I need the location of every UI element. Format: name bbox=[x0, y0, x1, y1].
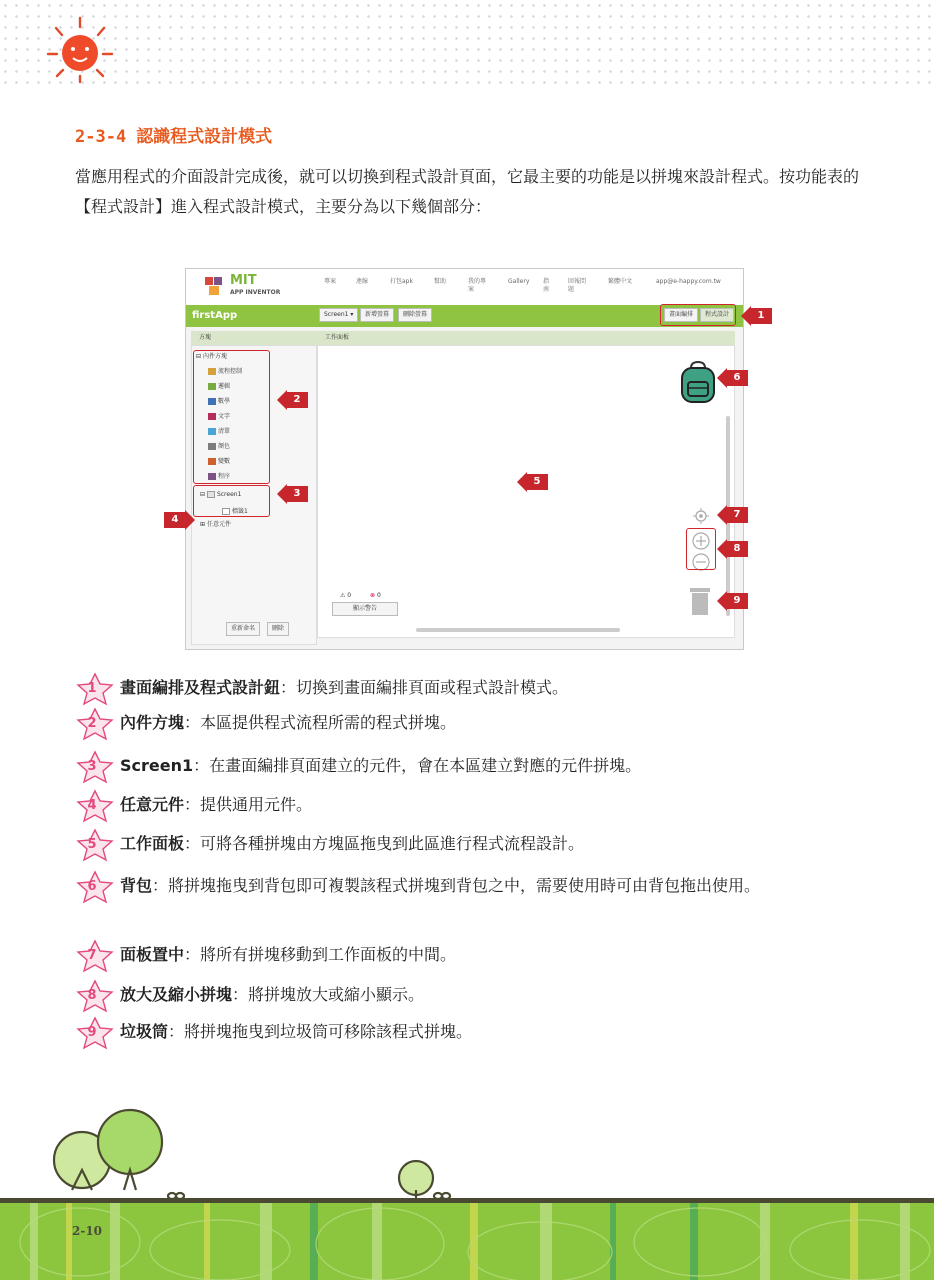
menu-account[interactable]: app@e-happy.com.tw bbox=[656, 278, 721, 285]
add-screen-button[interactable]: 新增螢幕 bbox=[360, 308, 394, 322]
legend-item bbox=[75, 939, 855, 973]
menu-gallery[interactable]: Gallery bbox=[508, 278, 530, 285]
legend-item bbox=[75, 750, 855, 784]
rename-button[interactable]: 重新命名 bbox=[226, 622, 260, 636]
legend-item bbox=[75, 789, 855, 823]
menu-my-projects[interactable]: 我的專案 bbox=[468, 278, 487, 293]
menu-guide[interactable]: 指南 bbox=[543, 278, 550, 293]
horizontal-scrollbar[interactable] bbox=[416, 628, 620, 632]
backpack-icon[interactable] bbox=[679, 360, 717, 404]
logic-label: 邏輯 bbox=[218, 383, 231, 390]
blocks-button[interactable]: 程式設計 bbox=[700, 308, 734, 322]
remove-screen-button[interactable]: 刪除螢幕 bbox=[398, 308, 432, 322]
legend-term: 工作面板 bbox=[120, 834, 185, 853]
callout-2: 2 bbox=[286, 392, 308, 408]
highlight-box-3 bbox=[193, 485, 270, 517]
legend-term: Screen1 bbox=[120, 756, 194, 775]
menu-project[interactable]: 專案 bbox=[324, 278, 337, 285]
legend-number: 6 bbox=[87, 879, 97, 894]
legend-term: 垃圾筒 bbox=[120, 1022, 169, 1041]
legend-desc: ：可將各種拼塊由方塊區拖曳到此區進行程式流程設計。 bbox=[184, 834, 585, 853]
legend-desc: ：本區提供程式流程所需的程式拼塊。 bbox=[184, 713, 457, 732]
procedures-label: 程序 bbox=[218, 473, 231, 480]
callout-4: 4 bbox=[164, 512, 186, 528]
legend-desc: ：將拼塊拖曳到背包即可複製該程式拼塊到背包之中，需要使用時可由背包拖出使用。 bbox=[152, 876, 761, 895]
project-name: firstApp bbox=[192, 310, 238, 321]
legend-term: 面板置中 bbox=[120, 945, 185, 964]
builtin-node[interactable]: ⊟ 內件方塊 bbox=[196, 353, 227, 360]
delete-button[interactable]: 刪除 bbox=[267, 622, 289, 636]
legend-desc: ：切換到畫面編排頁面或程式設計模式。 bbox=[280, 678, 569, 697]
error-indicator: ⊗ 0 bbox=[370, 592, 381, 599]
legend-term: 任意元件 bbox=[120, 795, 185, 814]
variables-label: 變數 bbox=[218, 458, 231, 465]
any-component-node[interactable]: ⊞ 任意元件 bbox=[200, 521, 231, 528]
trash-icon[interactable] bbox=[688, 586, 712, 616]
legend-number: 1 bbox=[87, 681, 97, 696]
logo-sub: APP INVENTOR bbox=[230, 289, 281, 296]
workspace-header: 工作面板 bbox=[317, 331, 735, 345]
app-topbar bbox=[186, 269, 743, 305]
legend-number: 3 bbox=[87, 759, 97, 774]
dotted-header-pattern bbox=[0, 0, 934, 92]
legend-number: 2 bbox=[87, 716, 97, 731]
legend-desc: ：將拼塊拖曳到垃圾筒可移除該程式拼塊。 bbox=[168, 1022, 473, 1041]
footer-grass-illustration bbox=[0, 1030, 934, 1280]
legend-item bbox=[75, 979, 855, 1013]
math-label: 數學 bbox=[218, 398, 231, 405]
callout-7: 7 bbox=[726, 507, 748, 523]
callout-6: 6 bbox=[726, 370, 748, 386]
control-label: 流程控制 bbox=[218, 368, 243, 375]
any-component-label: 任意元件 bbox=[206, 521, 231, 528]
menu-help[interactable]: 幫助 bbox=[434, 278, 447, 285]
screen1-label: Screen1 bbox=[216, 491, 242, 498]
designer-button[interactable]: 畫面編排 bbox=[664, 308, 698, 322]
section-title bbox=[75, 122, 272, 147]
callout-1: 1 bbox=[750, 308, 772, 324]
center-icon[interactable] bbox=[693, 508, 709, 524]
legend-item bbox=[75, 707, 855, 741]
screen1-node[interactable]: ⊟ Screen1 bbox=[200, 491, 242, 498]
highlight-box-8 bbox=[686, 528, 716, 570]
legend-number: 4 bbox=[87, 798, 97, 813]
legend-term: 畫面編排及程式設計鈕 bbox=[120, 678, 281, 697]
warning-indicator: ⚠ 0 bbox=[340, 592, 352, 599]
lists-label: 清單 bbox=[218, 428, 231, 435]
legend-item bbox=[75, 672, 855, 706]
callout-3: 3 bbox=[286, 486, 308, 502]
label1-text: 標籤1 bbox=[232, 508, 248, 515]
legend-desc: ：提供通用元件。 bbox=[184, 795, 313, 814]
callout-5: 5 bbox=[526, 474, 548, 490]
menu-language[interactable]: 繁體中文 bbox=[608, 278, 633, 285]
intro-paragraph: 當應用程式的介面設計完成後，就可以切換到程式設計頁面，它最主要的功能是以拼塊來設計程式。按功能表的【程式設計】進入程式設計模式，主要分為以下幾個部分： bbox=[75, 167, 860, 216]
palette-header: 方塊 bbox=[191, 331, 317, 345]
error-count: 0 bbox=[376, 592, 381, 599]
legend-item bbox=[75, 870, 855, 932]
legend-term: 內件方塊 bbox=[120, 713, 185, 732]
text-label: 文字 bbox=[218, 413, 231, 420]
sun-mascot-icon bbox=[40, 14, 120, 86]
menu-build[interactable]: 打包apk bbox=[390, 278, 413, 285]
app-inventor-logo-icon bbox=[203, 275, 227, 297]
warning-count: 0 bbox=[347, 592, 352, 599]
show-warnings-button[interactable]: 顯示警告 bbox=[332, 602, 398, 616]
legend-desc: ：將拼塊放大或縮小顯示。 bbox=[232, 985, 425, 1004]
section-number: 2-3-4 bbox=[75, 127, 127, 147]
callout-8: 8 bbox=[726, 541, 748, 557]
legend-desc: ：將所有拼塊移動到工作面板的中間。 bbox=[184, 945, 457, 964]
legend-desc: ：在畫面編排頁面建立的元件，會在本區建立對應的元件拼塊。 bbox=[193, 756, 642, 775]
highlight-box-2 bbox=[193, 350, 270, 484]
legend-term: 背包 bbox=[120, 876, 153, 895]
legend-number: 7 bbox=[87, 948, 97, 963]
legend-term: 放大及縮小拼塊 bbox=[120, 985, 233, 1004]
menu-connect[interactable]: 連線 bbox=[356, 278, 369, 285]
highlight-box-1 bbox=[660, 304, 736, 326]
colors-label: 顏色 bbox=[218, 443, 231, 450]
legend-number: 9 bbox=[87, 1025, 97, 1040]
callout-9: 9 bbox=[726, 593, 748, 609]
logo-mit: MIT bbox=[230, 273, 257, 288]
legend-item bbox=[75, 828, 855, 862]
screen-select[interactable]: Screen1 ▾ bbox=[319, 308, 358, 322]
menu-report[interactable]: 回報問題 bbox=[568, 278, 587, 293]
page-number: 2-10 bbox=[72, 1224, 103, 1238]
section-title-text: 認識程式設計模式 bbox=[136, 127, 273, 147]
builtin-label: 內件方塊 bbox=[202, 353, 227, 360]
legend-number: 8 bbox=[87, 988, 97, 1003]
legend-number: 5 bbox=[87, 837, 97, 852]
